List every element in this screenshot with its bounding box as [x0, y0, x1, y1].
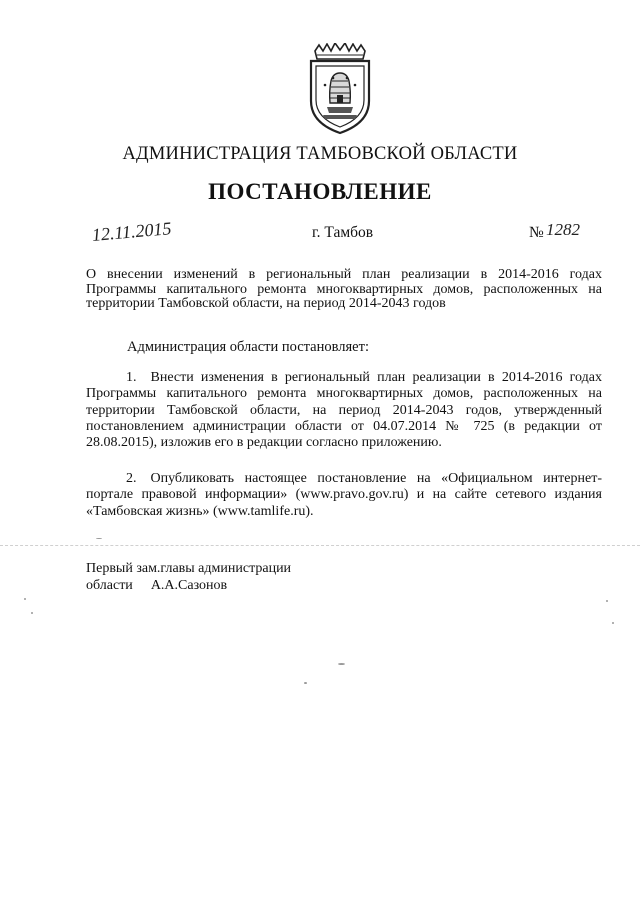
- clause-1: [86, 370, 602, 451]
- clause-text: Внести изменения в региональный план реализации в 2014-2016 годах Программы капитального ремонта многоквартирных домов, расположенных на территории Тамбовской области, на период 2014-2043 годов, утвержденный постановлением администрации области от 04.07.2014 № 725 (в редакции от 28.08.2015), изложив его в редакции согласно приложению.: [86, 370, 602, 451]
- coat-of-arms-icon: [303, 43, 377, 135]
- scan-speck: [31, 612, 33, 614]
- clause-number: 1.: [126, 370, 137, 385]
- scan-speck: [24, 598, 26, 600]
- signatory-position: Первый зам.главы администрации: [86, 561, 292, 576]
- document-type-title: ПОСТАНОВЛЕНИЕ: [208, 179, 432, 204]
- clause-number: 2.: [126, 471, 137, 486]
- scan-speck: [304, 682, 307, 684]
- organization-title: АДМИНИСТРАЦИЯ ТАМБОВСКОЙ ОБЛАСТИ: [122, 144, 518, 164]
- clause-text: Опубликовать настоящее постановление на «Официальном интернет-портале правовой информации» (www.pravo.gov.ru) и на сайте сетевого издания «Тамбовская жизнь» (www.tamlife.ru).: [86, 471, 602, 519]
- scan-speck: [96, 538, 102, 539]
- document-date: 12.11.2015: [91, 218, 173, 245]
- document-number: 1282: [546, 220, 580, 239]
- scan-speck: [338, 663, 345, 665]
- document-city: г. Тамбов: [312, 224, 374, 241]
- signatory-name: А.А.Сазонов: [150, 578, 228, 593]
- signatory-line: [86, 578, 227, 594]
- scan-speck: [612, 622, 614, 624]
- scan-divider: [0, 545, 640, 546]
- document-subject: О внесении изменений в региональный план реализации в 2014-2016 годах Программы капитального ремонта многоквартирных домов, расположенных на территории Тамбовской области, на период 2014-2043 годов: [86, 267, 602, 311]
- preamble: Администрация области постановляет:: [127, 339, 369, 355]
- document-number-label: №: [529, 224, 544, 241]
- clause-2: [86, 471, 602, 520]
- scan-speck: [606, 600, 608, 602]
- signatory-position-cont: области: [86, 578, 133, 593]
